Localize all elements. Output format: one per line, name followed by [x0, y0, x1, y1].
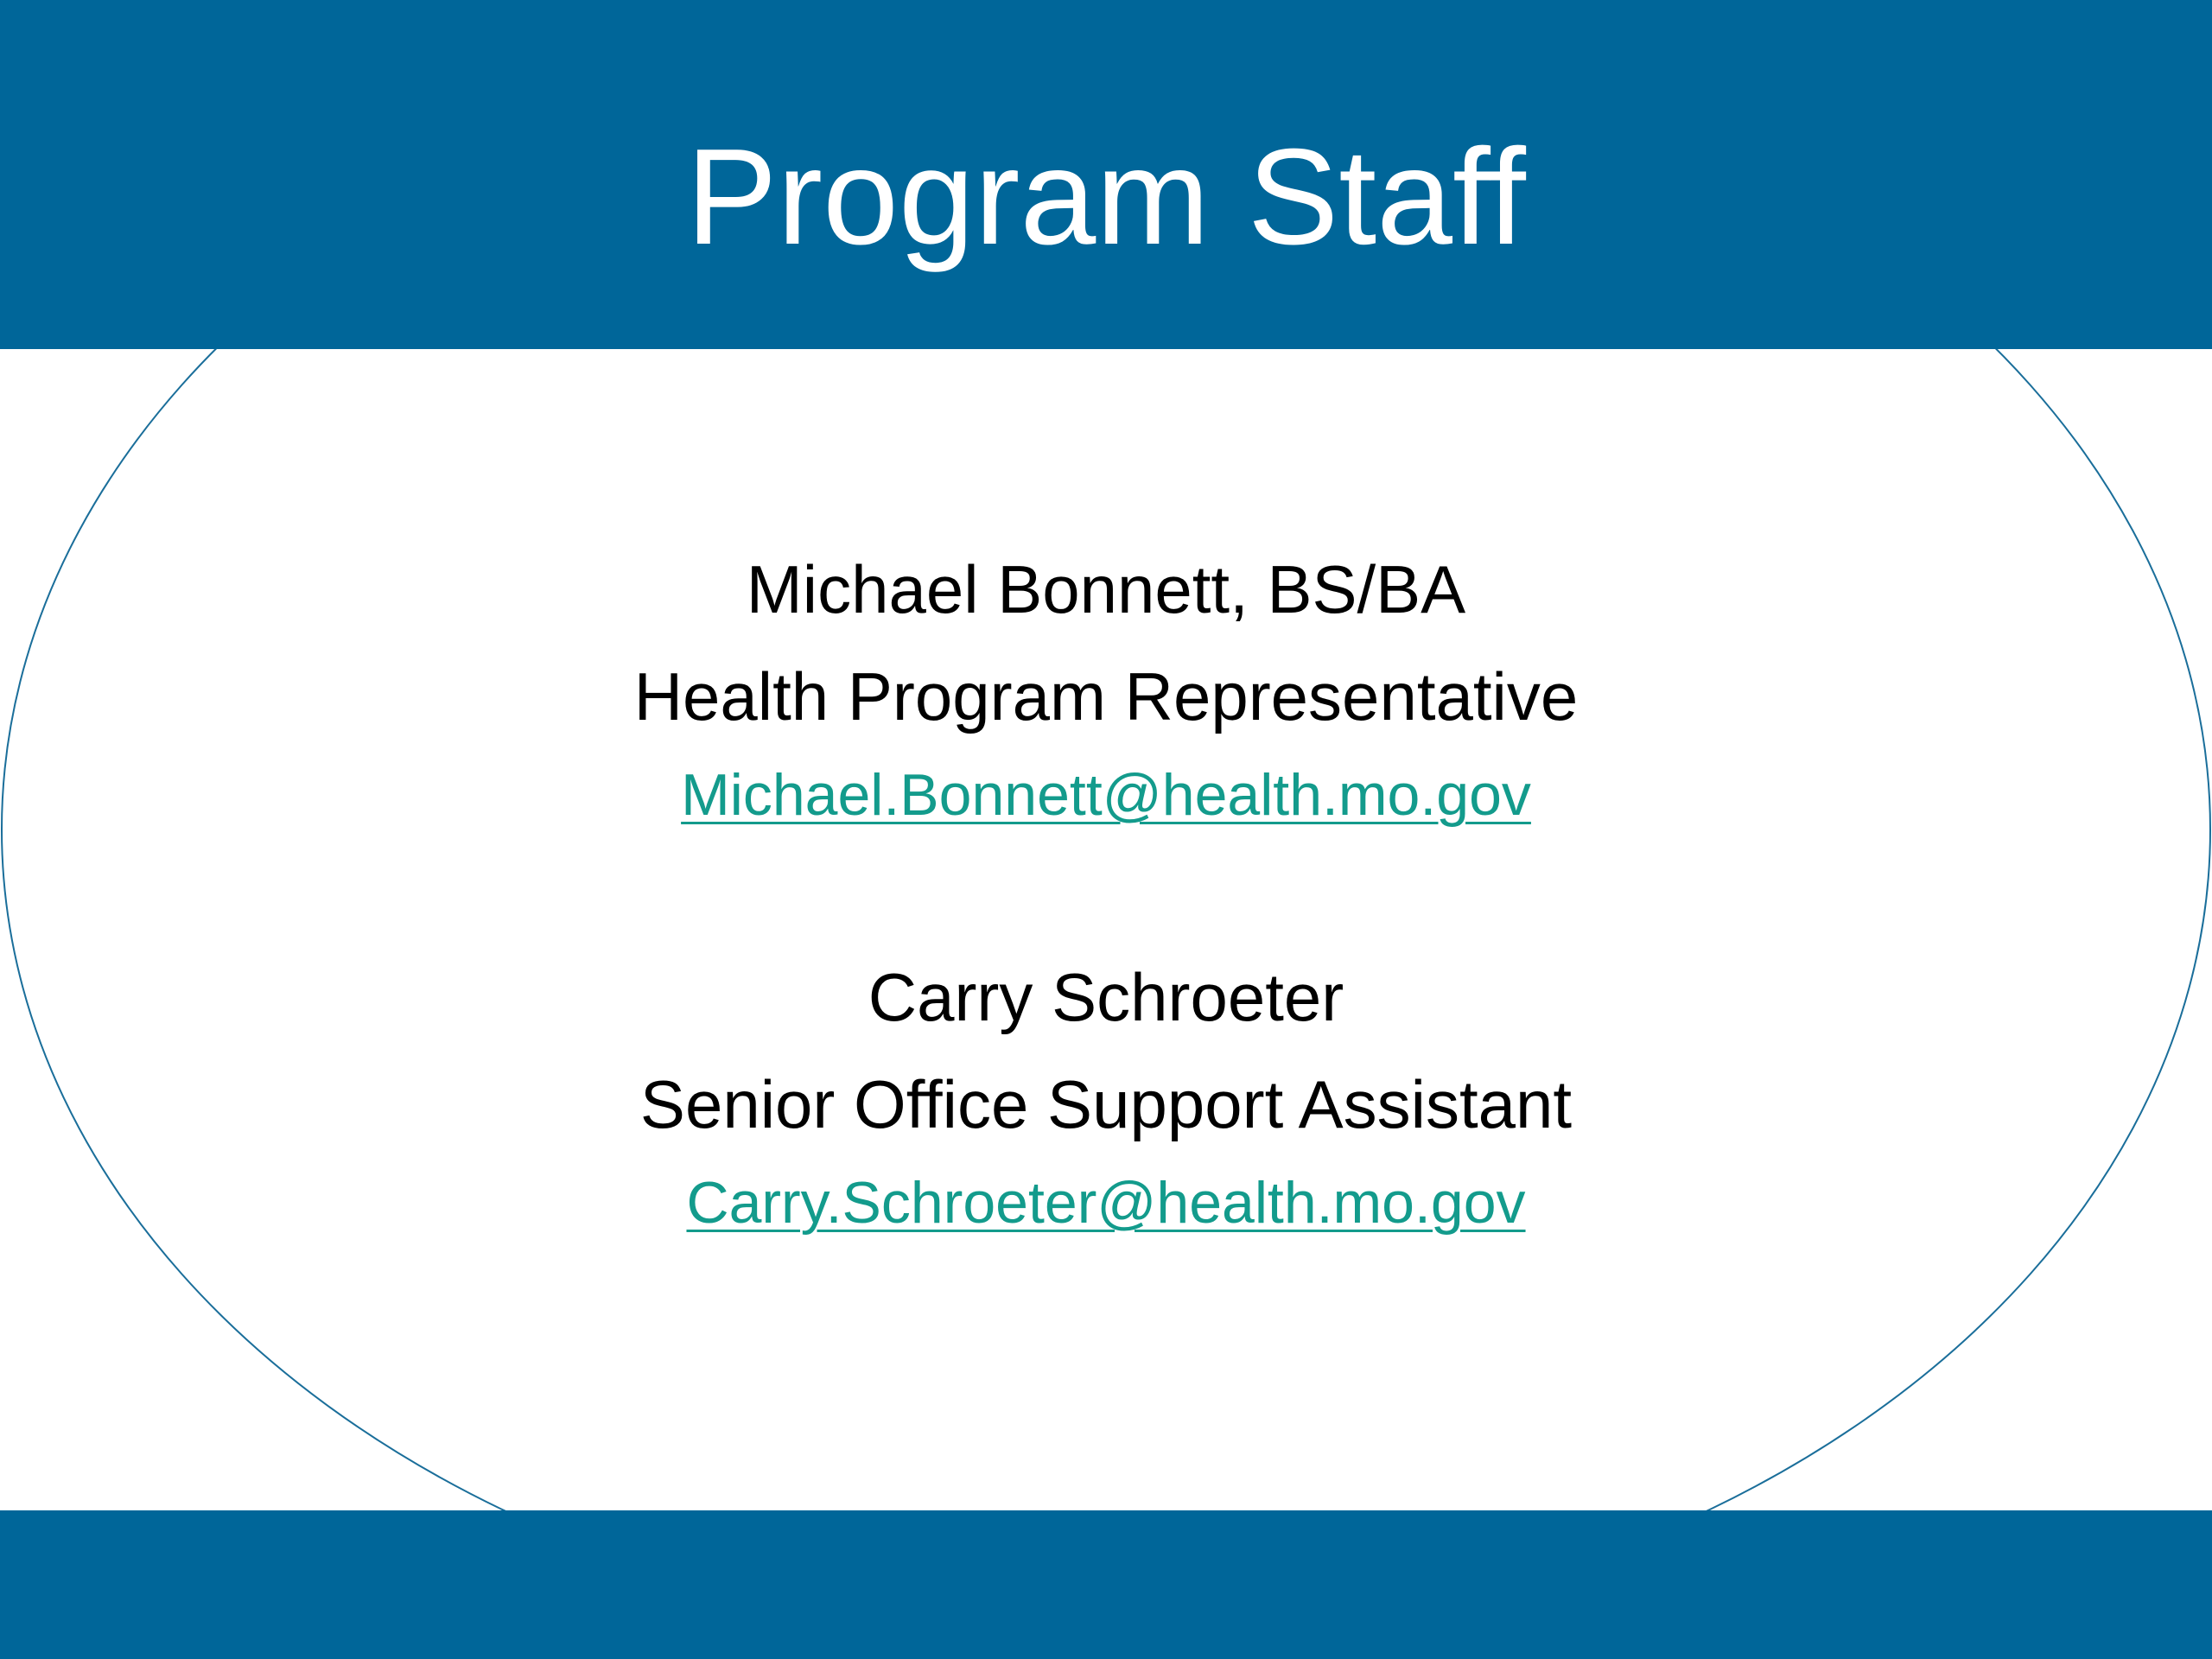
contact-card-michael-bonnett — [0, 536, 2212, 838]
contact-name: Carry Schroeter — [868, 959, 1344, 1035]
contact-role: Senior Office Support Assistant — [639, 1066, 1573, 1142]
contact-role: Health Program Representative — [633, 658, 1579, 734]
contact-name: Michael Bonnett, BS/BA — [746, 551, 1466, 627]
slide-title: Program Staff — [686, 121, 1526, 273]
contact-email-link[interactable]: Michael.Bonnett@health.mo.gov — [681, 762, 1531, 828]
footer-band — [0, 1510, 2212, 1659]
contact-card-carry-schroeter — [0, 944, 2212, 1246]
contact-email-link[interactable]: Carry.Schroeter@health.mo.gov — [686, 1170, 1526, 1236]
